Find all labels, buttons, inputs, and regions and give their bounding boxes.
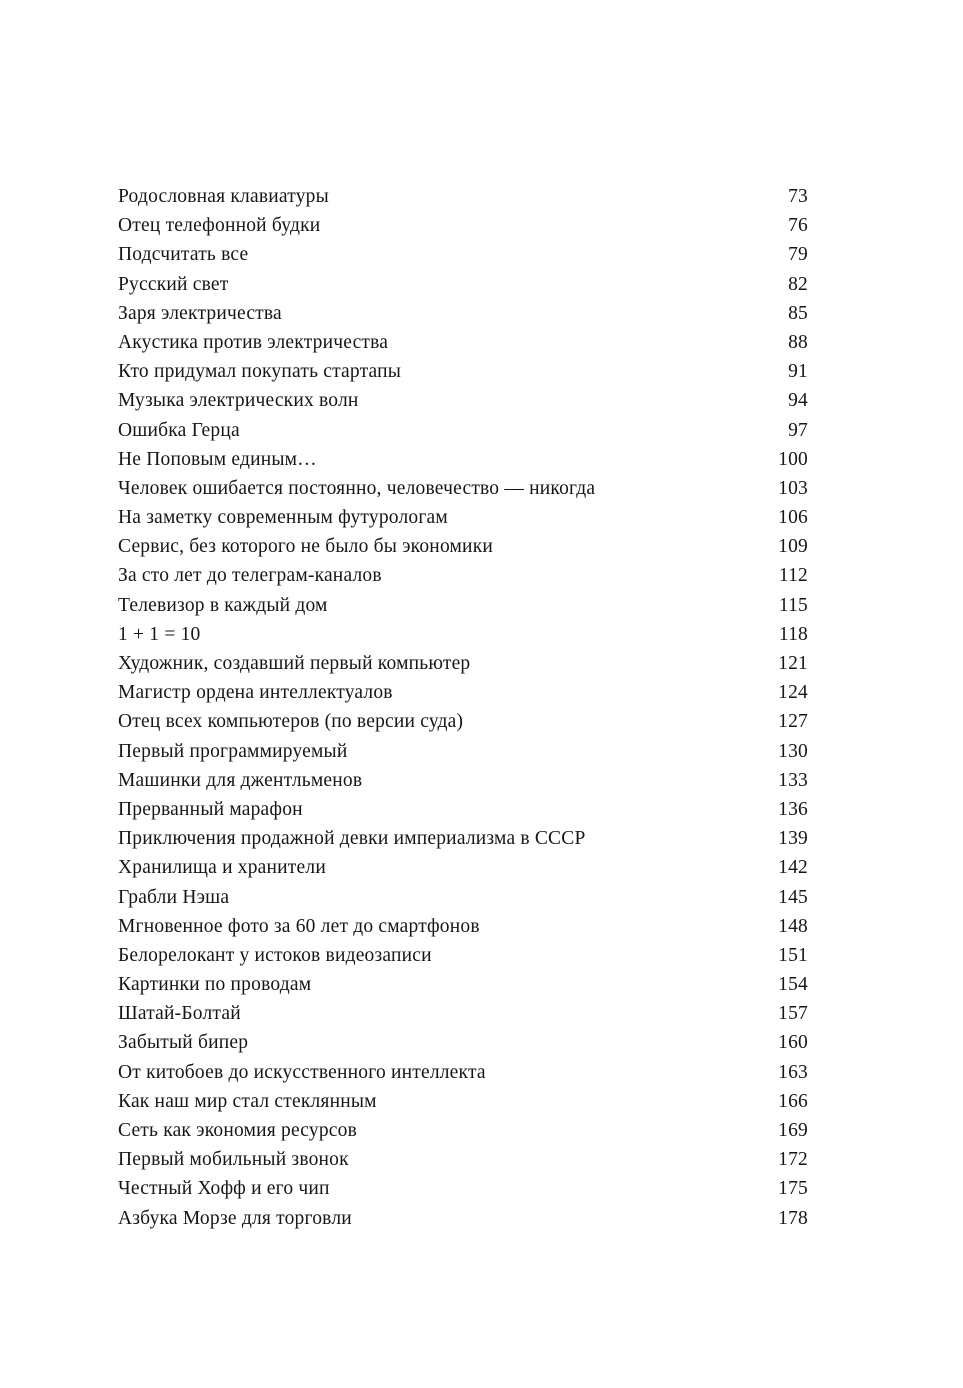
toc-entry-page-number: 73 xyxy=(788,186,808,207)
toc-entry xyxy=(118,999,808,1028)
toc-entry-page-number: 133 xyxy=(778,769,808,791)
toc-entry-title: Прерванный марафон xyxy=(118,798,303,820)
toc-entry xyxy=(118,620,808,649)
toc-entry-title: На заметку современным футурологам xyxy=(118,507,448,529)
toc-entry xyxy=(118,211,808,240)
toc-entry-page-number: 121 xyxy=(778,653,808,674)
toc-entry-page-number: 106 xyxy=(778,507,808,529)
toc-entry-title: Приключения продажной девки империализма в СССР xyxy=(118,828,586,850)
toc-entry xyxy=(118,1087,808,1116)
toc-entry-page-number: 76 xyxy=(788,215,808,237)
toc-entry-title: Сеть как экономия ресурсов xyxy=(118,1120,358,1141)
toc-entry xyxy=(118,445,808,474)
toc-entry xyxy=(118,561,808,590)
toc-entry xyxy=(118,1116,808,1145)
toc-entry-title: Художник, создавший первый компьютер xyxy=(118,653,471,674)
toc-entry-page-number: 163 xyxy=(778,1061,808,1083)
toc-entry-page-number: 82 xyxy=(788,273,808,295)
toc-entry xyxy=(118,1204,808,1233)
toc-entry-title: Машинки для джентльменов xyxy=(118,769,363,791)
toc-entry-title: За сто лет до телеграм-каналов xyxy=(118,565,382,587)
toc-entry-title: Заря электричества xyxy=(118,302,282,324)
toc-entry-page-number: 130 xyxy=(778,740,808,762)
toc-entry-title: Не Поповым единым… xyxy=(118,448,317,470)
toc-entry-page-number: 157 xyxy=(778,1003,808,1025)
toc-entry-title: Отец всех компьютеров (по версии суда) xyxy=(118,711,464,733)
toc-entry-page-number: 124 xyxy=(778,682,808,704)
toc-entry-page-number: 154 xyxy=(778,974,808,996)
toc-entry-title: Подсчитать все xyxy=(118,244,249,266)
toc-entry-page-number: 145 xyxy=(778,886,808,908)
toc-entry-page-number: 97 xyxy=(788,419,808,441)
toc-entry-page-number: 100 xyxy=(778,448,808,470)
toc-entry xyxy=(118,970,808,999)
toc-entry xyxy=(118,1058,808,1087)
toc-entry xyxy=(118,416,808,445)
toc-entry-page-number: 151 xyxy=(778,944,808,966)
toc-entry-title: Азбука Морзе для торговли xyxy=(118,1207,352,1229)
toc-entry-title: Ошибка Герца xyxy=(118,419,240,441)
toc-entry xyxy=(118,737,808,766)
toc-entry xyxy=(118,299,808,328)
toc-entry-page-number: 109 xyxy=(778,536,808,558)
toc-entry-title: Магистр ордена интеллектуалов xyxy=(118,682,393,704)
toc-entry-title: Хранилища и хранители xyxy=(118,857,326,879)
toc-entry-title: Сервис, без которого не было бы экономики xyxy=(118,536,494,558)
toc-entry-title: Отец телефонной будки xyxy=(118,215,321,237)
toc-entry-title: Грабли Нэша xyxy=(118,886,230,908)
toc-entry-title: От китобоев до искусственного интеллекта xyxy=(118,1061,486,1083)
toc-entry xyxy=(118,328,808,357)
toc-entry xyxy=(118,883,808,912)
toc-entry-page-number: 178 xyxy=(778,1207,808,1229)
toc-entry xyxy=(118,1145,808,1174)
toc-entry xyxy=(118,532,808,561)
toc-entry-page-number: 91 xyxy=(788,361,808,383)
toc-entry-page-number: 160 xyxy=(778,1032,808,1054)
toc-entry-title: Русский свет xyxy=(118,273,229,295)
toc-entry xyxy=(118,678,808,707)
toc-entry-title: 1 + 1 = 10 xyxy=(118,623,201,645)
toc-entry xyxy=(118,912,808,941)
toc-entry xyxy=(118,1028,808,1057)
toc-entry xyxy=(118,591,808,620)
toc-entry-page-number: 103 xyxy=(778,477,808,499)
toc-entry-title: Шатай-Болтай xyxy=(118,1003,241,1025)
toc-entry-page-number: 166 xyxy=(778,1090,808,1112)
toc-entry-page-number: 139 xyxy=(778,828,808,850)
toc-entry xyxy=(118,270,808,299)
toc-entry xyxy=(118,941,808,970)
toc-entry-page-number: 85 xyxy=(788,302,808,324)
toc-entry-page-number: 169 xyxy=(778,1120,808,1141)
toc-entry-title: Первый мобильный звонок xyxy=(118,1149,349,1171)
toc-entry-title: Телевизор в каждый дом xyxy=(118,594,328,616)
toc-entry-page-number: 136 xyxy=(778,798,808,820)
toc-entry xyxy=(118,707,808,736)
toc-entry xyxy=(118,1174,808,1203)
toc-entry xyxy=(118,182,808,211)
toc-entry-title: Родословная клавиатуры xyxy=(118,186,329,207)
toc-entry xyxy=(118,853,808,882)
toc-entry-page-number: 112 xyxy=(778,565,808,587)
toc-entry xyxy=(118,240,808,269)
toc-entry-page-number: 118 xyxy=(778,623,808,645)
toc-entry-page-number: 172 xyxy=(778,1149,808,1171)
toc-entry xyxy=(118,824,808,853)
toc-entry xyxy=(118,503,808,532)
toc-entry-title: Мгновенное фото за 60 лет до смартфонов xyxy=(118,915,480,937)
toc-entry-page-number: 142 xyxy=(778,857,808,879)
toc-entry-title: Как наш мир стал стеклянным xyxy=(118,1090,377,1112)
toc-entry-title: Первый программируемый xyxy=(118,740,348,762)
toc-entry-title: Кто придумал покупать стартапы xyxy=(118,361,402,383)
toc-entry xyxy=(118,386,808,415)
toc-entry-page-number: 94 xyxy=(788,390,808,412)
toc-entry-title: Белорелокант у истоков видеозаписи xyxy=(118,944,432,966)
toc-entry-page-number: 148 xyxy=(778,915,808,937)
toc-entry-page-number: 88 xyxy=(788,331,808,353)
toc-entry-title: Забытый бипер xyxy=(118,1032,249,1054)
toc-entry-title: Акустика против электричества xyxy=(118,331,389,353)
toc-entry-title: Человек ошибается постоянно, человечество — никогда xyxy=(118,477,596,499)
toc-entry xyxy=(118,357,808,386)
toc-entry-title: Музыка электрических волн xyxy=(118,390,359,412)
toc-entry xyxy=(118,474,808,503)
table-of-contents xyxy=(118,182,808,1233)
toc-entry-title: Честный Хофф и его чип xyxy=(118,1178,330,1200)
toc-entry xyxy=(118,795,808,824)
toc-entry-page-number: 79 xyxy=(788,244,808,266)
toc-entry xyxy=(118,649,808,678)
toc-entry-page-number: 115 xyxy=(778,594,808,616)
toc-entry-page-number: 175 xyxy=(778,1178,808,1200)
toc-entry xyxy=(118,766,808,795)
toc-entry-page-number: 127 xyxy=(778,711,808,733)
toc-entry-title: Картинки по проводам xyxy=(118,974,312,996)
